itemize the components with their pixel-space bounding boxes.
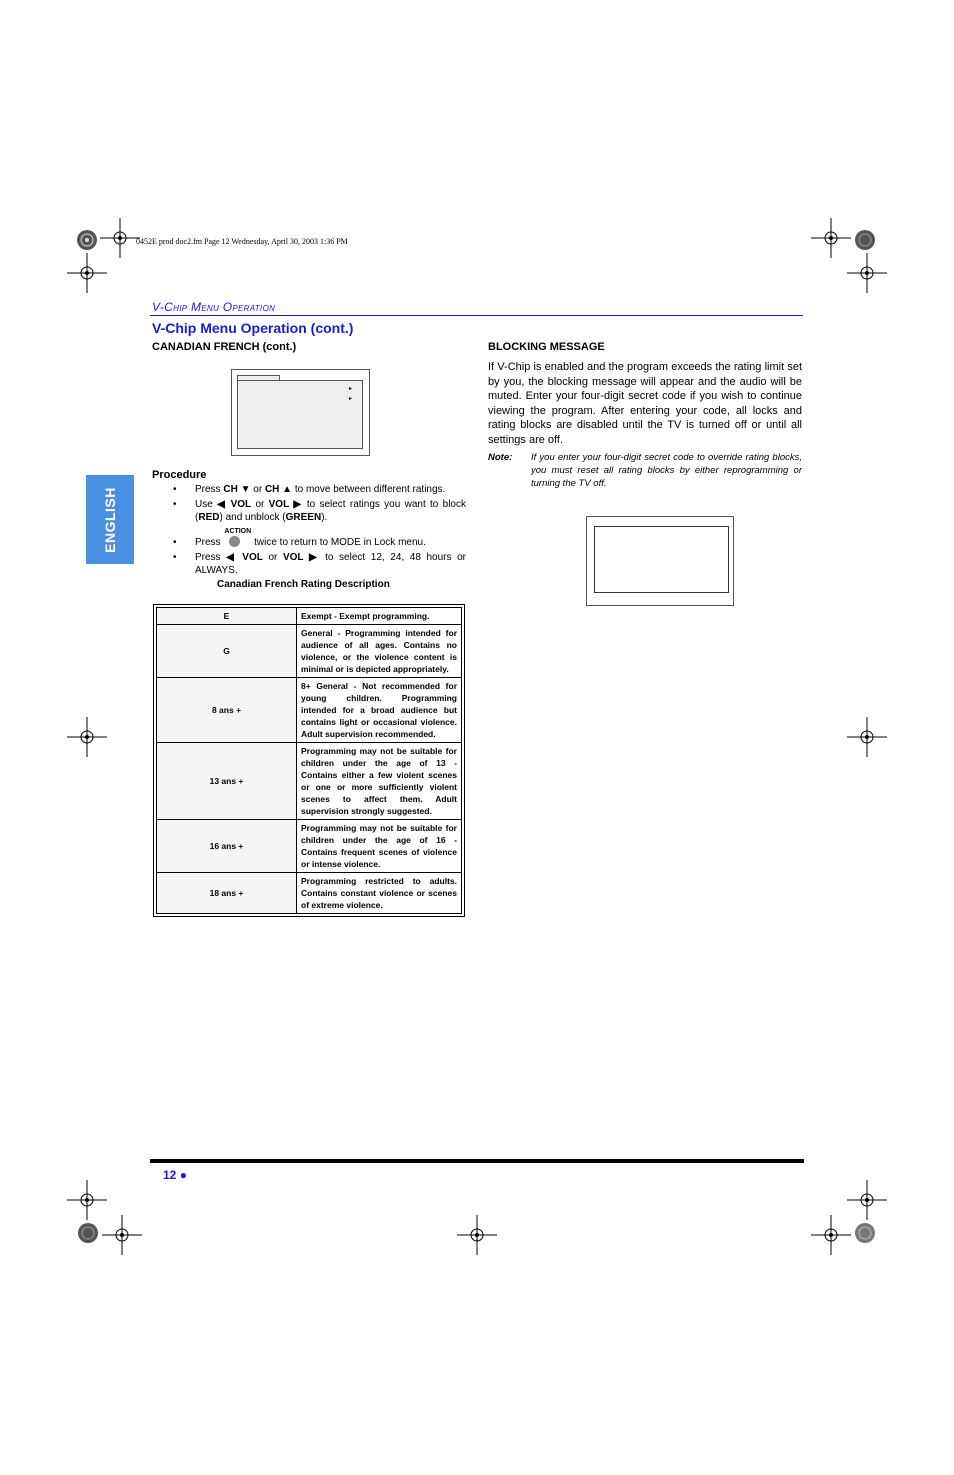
action-button-icon: ACTION xyxy=(223,536,251,546)
blocking-screen-body xyxy=(594,526,729,593)
crosshair-icon xyxy=(67,717,107,757)
note-label: Note: xyxy=(488,452,513,463)
rating-description: Programming may not be suitable for children under the age of 13 - Contains either a few violent scenes or one or more sufficiently violent scenes to affect them. Adult supervision strongly suggested. xyxy=(297,743,462,820)
arrow-up-icon: ▲ xyxy=(282,484,293,495)
rating-code: E xyxy=(157,608,297,625)
arrow-down-icon: ▼ xyxy=(240,484,251,495)
bullet-icon: ● xyxy=(179,1168,187,1182)
blocking-title: BLOCKING MESSAGE xyxy=(488,341,605,353)
table-row xyxy=(157,743,462,820)
table-row xyxy=(157,873,462,914)
list-item: • Use ◀ VOL or VOL ▶ to select ratings you want to block (RED) and unblock (GREEN). xyxy=(173,499,466,523)
rating-description: Programming restricted to adults. Contains constant violence or scenes of extreme violence. xyxy=(297,873,462,914)
rating-code: 18 ans + xyxy=(157,873,297,914)
crosshair-icon xyxy=(67,253,107,293)
menu-screen-body xyxy=(237,380,363,449)
arrow-left-icon: ◀ xyxy=(217,499,227,510)
rating-code: 8 ans + xyxy=(157,678,297,743)
procedure-title: Procedure xyxy=(152,469,207,481)
crosshair-icon xyxy=(847,253,887,293)
rating-description: Programming may not be suitable for children under the age of 16 - Contains frequent scenes of violence or intense violence. xyxy=(297,820,462,873)
procedure-list xyxy=(170,483,466,579)
table-caption: Canadian French Rating Description xyxy=(217,579,390,590)
file-info: 0452E prod doc2.fm Page 12 Wednesday, April 30, 2003 1:36 PM xyxy=(136,237,348,246)
arrow-right-icon: ▶ xyxy=(303,552,320,563)
rating-description: General - Programming intended for audience of all ages. Contains no violence, or the violence content is minimal or is depicted appropriately. xyxy=(297,625,462,678)
arrow-right-icon: ▶ xyxy=(289,499,303,510)
rating-code: 13 ans + xyxy=(157,743,297,820)
section-header: V-Chip Menu Operation xyxy=(152,300,276,314)
crosshair-icon xyxy=(102,1215,142,1255)
table-row xyxy=(157,820,462,873)
menu-screen-illustration xyxy=(231,369,370,456)
language-tab: ENGLISH xyxy=(86,475,134,564)
page-number: 12 ● xyxy=(163,1168,187,1182)
subsection-title: CANADIAN FRENCH (cont.) xyxy=(152,341,297,353)
rating-code: 16 ans + xyxy=(157,820,297,873)
list-item: • Press ACTION twice to return to MODE in Lock menu. xyxy=(173,528,426,548)
arrow-right-icon: ▸ xyxy=(348,396,352,402)
table-row xyxy=(157,608,462,625)
registration-mark-icon xyxy=(845,1213,885,1253)
list-item: • Press ◀ VOL or VOL ▶ to select 12, 24, 48 hours or ALWAYS. xyxy=(173,552,467,576)
crosshair-icon xyxy=(457,1215,497,1255)
list-item: • Press CH ▼ or CH ▲ to move between different ratings. xyxy=(173,484,446,495)
arrow-left-icon: ◀ xyxy=(226,552,237,563)
header-rule xyxy=(150,315,803,316)
blocking-screen-illustration xyxy=(586,516,734,606)
note-text: If you enter your four-digit secret code to override rating blocks, you must reset all rating blocks by either reprogramming or turning the TV off. xyxy=(531,452,802,489)
blocking-body: If V-Chip is enabled and the program exceeds the rating limit set by you, the blocking message will appear and the audio will be muted. Enter your four-digit secret code if you wish to continue viewing the program. After entering your code, all locks and rating blocks are disabled until the TV is turned off or until all settings are off. xyxy=(488,361,802,446)
crosshair-icon xyxy=(100,218,140,258)
crosshair-icon xyxy=(847,717,887,757)
rating-description: 8+ General - Not recommended for young children. Programming intended for a broad audience but contains light or occasional violence. Adult supervision recommended. xyxy=(297,678,462,743)
rating-table xyxy=(153,604,465,917)
footer-rule xyxy=(150,1159,804,1163)
arrow-right-icon: ▸ xyxy=(348,386,352,392)
rating-description: Exempt - Exempt programming. xyxy=(297,608,462,625)
note xyxy=(488,451,802,490)
rating-code: G xyxy=(157,625,297,678)
table-row xyxy=(157,625,462,678)
table-row xyxy=(157,678,462,743)
page-title: V-Chip Menu Operation (cont.) xyxy=(152,320,354,336)
